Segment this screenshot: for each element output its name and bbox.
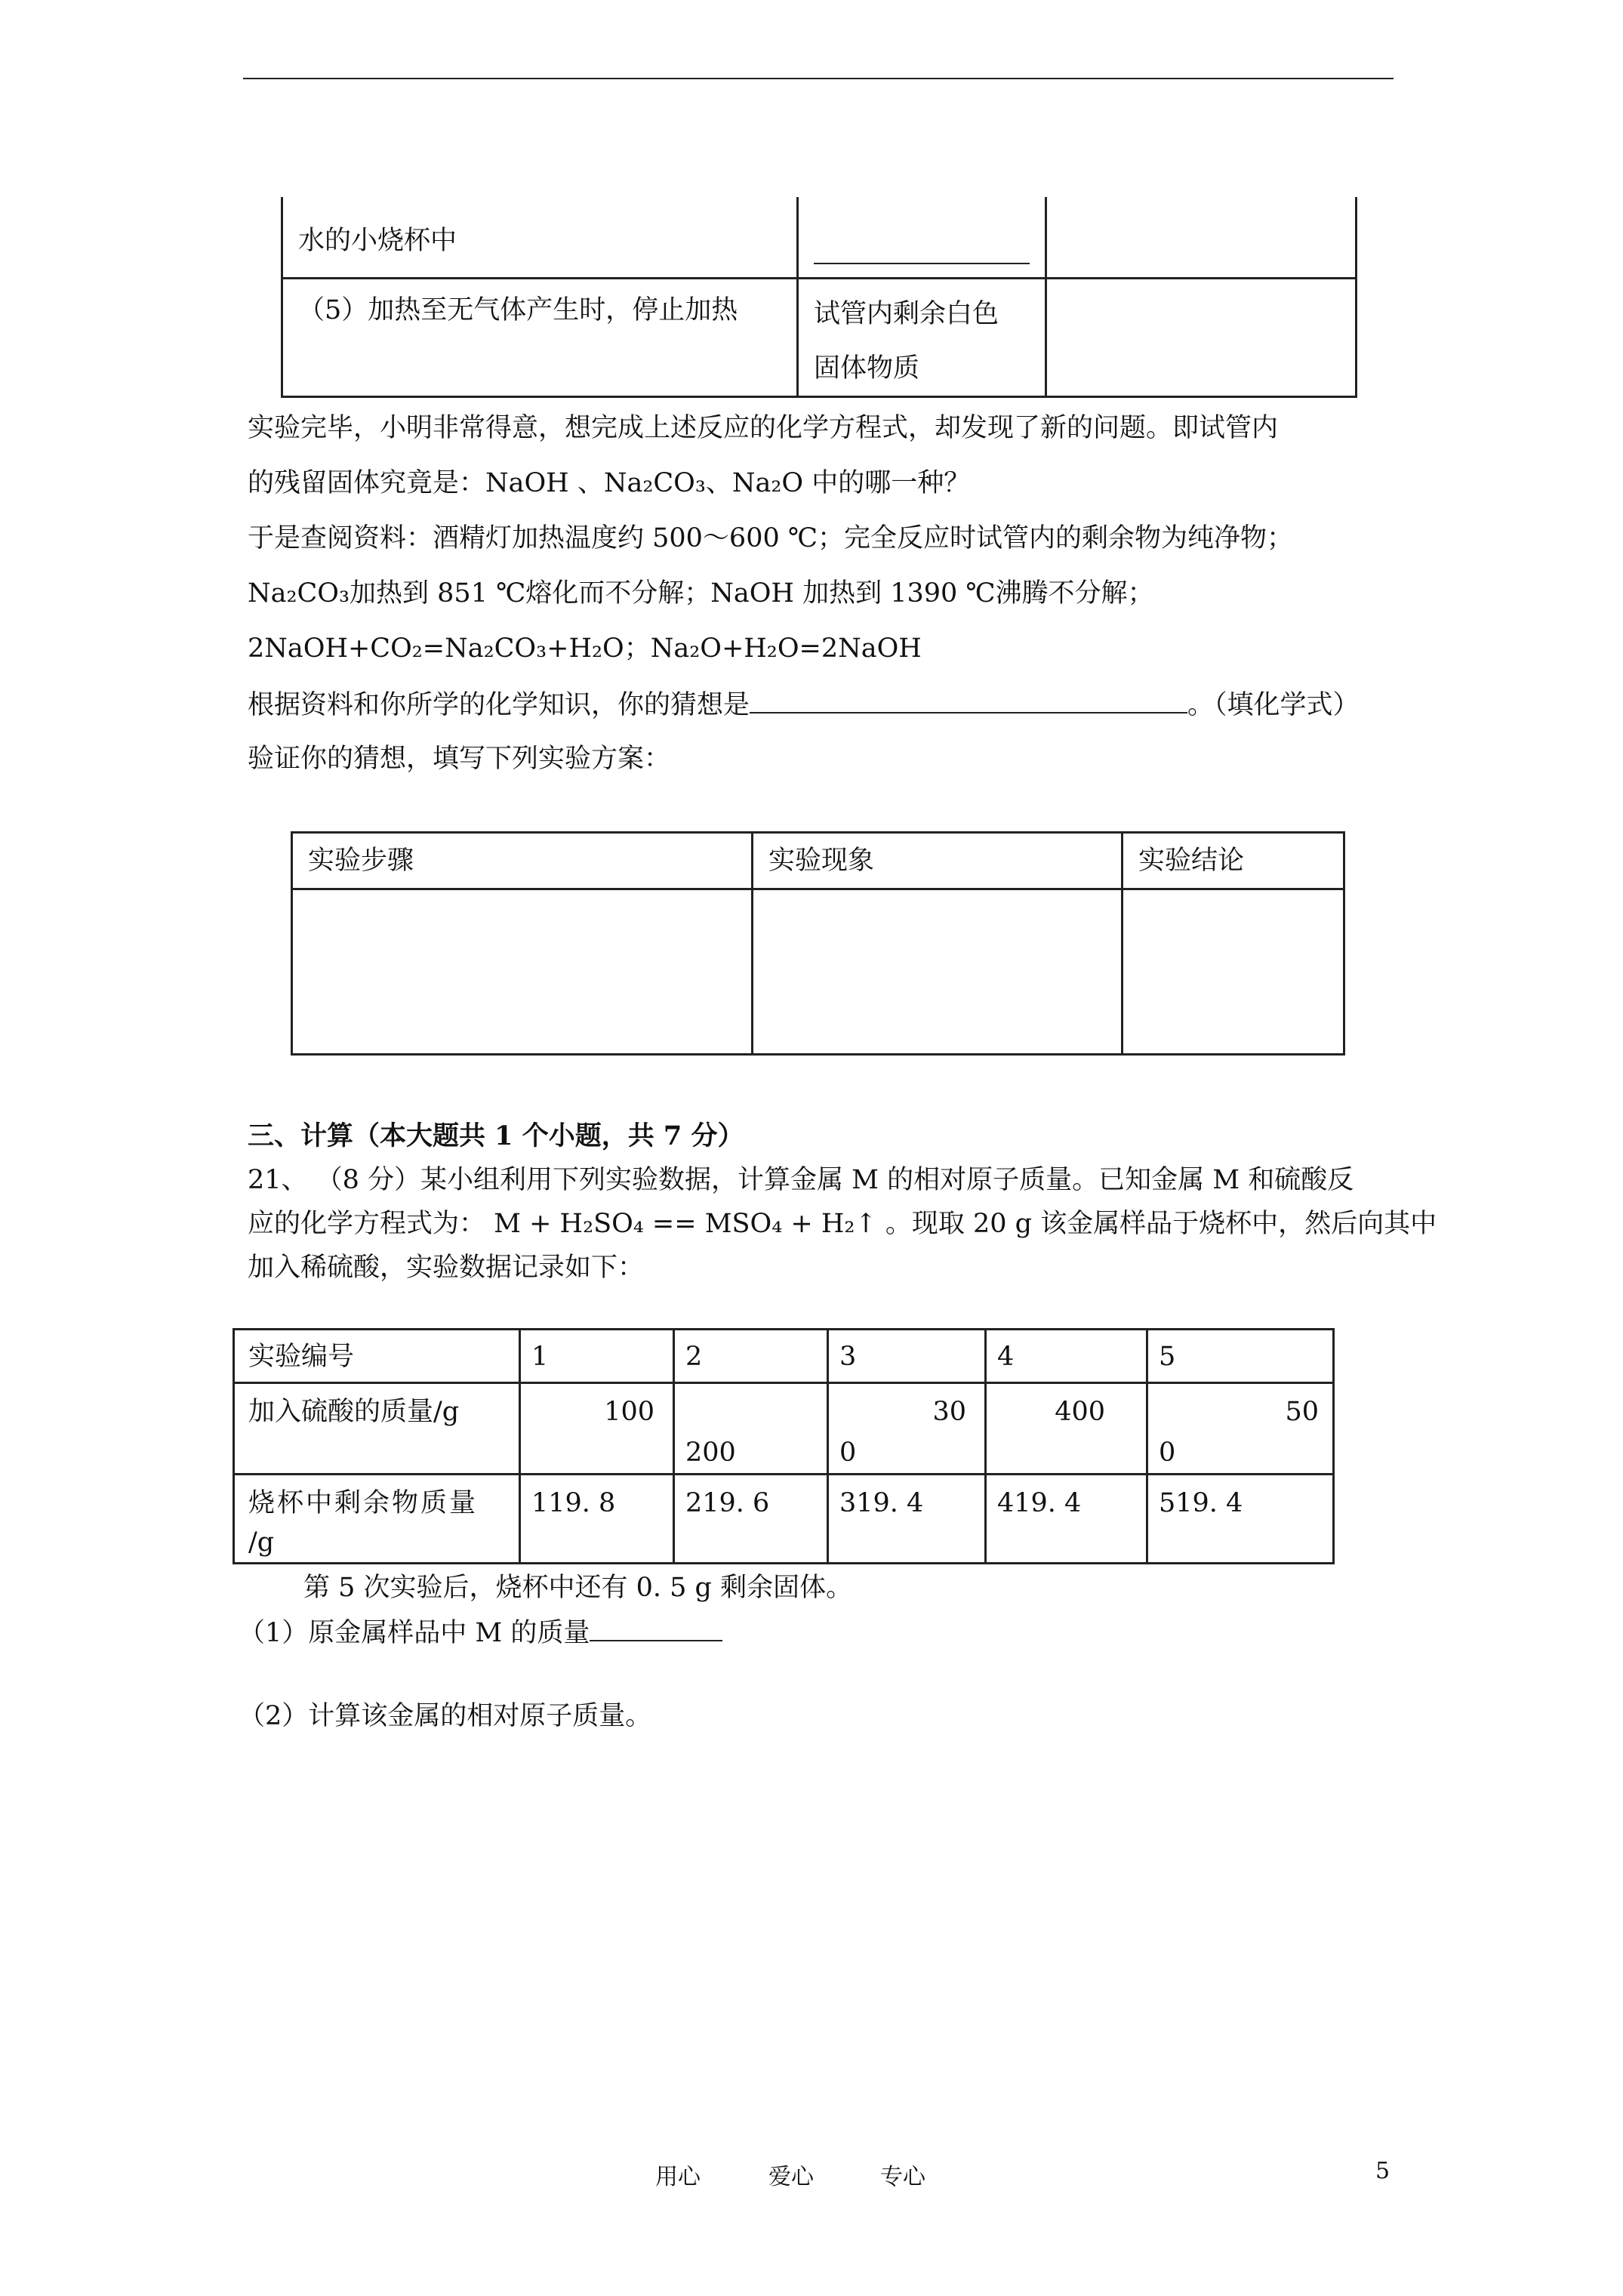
answer-cell[interactable]	[292, 889, 753, 1055]
cell-value: 119. 8	[531, 1488, 616, 1518]
cell-value-bottom: 0	[1159, 1438, 1176, 1468]
experiment-continuation-table	[281, 197, 1357, 398]
cell-value-bottom: 200	[685, 1438, 736, 1468]
answer-blank	[814, 263, 1030, 264]
table-cell	[1046, 278, 1357, 396]
paragraph-line: 实验完毕，小明非常得意，想完成上述反应的化学方程式，却发现了新的问题。即试管内	[248, 413, 1279, 443]
answer-cell[interactable]	[1123, 889, 1344, 1055]
cell-text: （5）加热至无气体产生时，停止加热	[298, 294, 738, 325]
cell-value: 519. 4	[1159, 1488, 1243, 1518]
table-row	[282, 278, 1357, 396]
header-text: 1	[531, 1342, 549, 1372]
experiment-data-table	[233, 1328, 1335, 1564]
table-header-cell	[520, 1330, 674, 1383]
paragraph-line: 2NaOH+CO₂=Na₂CO₃+H₂O；Na₂O+H₂O=2NaOH	[248, 633, 922, 664]
note-line: 第 5 次实验后，烧杯中还有 0. 5 g 剩余固体。	[303, 1573, 853, 1603]
header-text: 5	[1159, 1342, 1176, 1372]
table-cell	[520, 1383, 674, 1475]
cell-value-top: 100	[604, 1397, 654, 1427]
question-line: （2）计算该金属的相对原子质量。	[239, 1701, 652, 1731]
cell-value: 319. 4	[839, 1488, 924, 1518]
inline-text: （1）原金属样品中 M 的质量	[239, 1618, 590, 1648]
paragraph-line: 的残留固体究竟是：NaOH 、Na₂CO₃、Na₂O 中的哪一种？	[248, 468, 971, 498]
table-header-cell	[1123, 833, 1344, 889]
table-header-cell	[292, 833, 753, 889]
footer-motto: 专心	[880, 2164, 925, 2190]
row-label-cell	[234, 1383, 520, 1475]
table-row	[292, 833, 1344, 889]
table-header-cell	[234, 1330, 520, 1383]
mass-answer-blank[interactable]	[590, 1614, 722, 1641]
table-row	[234, 1330, 1334, 1383]
table-row	[292, 889, 1344, 1055]
paragraph-line: Na₂CO₃加热到 851 ℃熔化而不分解；NaOH 加热到 1390 ℃沸腾不分解；	[248, 578, 1154, 609]
table-row	[282, 197, 1357, 278]
paragraph-line: 验证你的猜想，填写下列实验方案：	[248, 744, 671, 774]
header-text: 2	[685, 1342, 703, 1372]
page-number: 5	[1375, 2158, 1390, 2184]
table-header-cell	[828, 1330, 986, 1383]
cell-line: 试管内剩余白色	[814, 298, 999, 329]
row-label: 烧杯中剩余物质量	[248, 1488, 479, 1518]
cell-text: 水的小烧杯中	[298, 226, 457, 256]
table-cell	[798, 197, 1046, 278]
question-line	[239, 1614, 722, 1650]
table-cell	[986, 1383, 1147, 1475]
question-line: 应的化学方程式为： M + H₂SO₄ == MSO₄ + H₂↑ 。现取 20 g 该金属样品于烧杯中，然后向其中	[248, 1209, 1437, 1239]
header-text: 4	[997, 1342, 1015, 1372]
paragraph-line	[248, 686, 1360, 723]
footer-motto: 爱心	[768, 2164, 814, 2190]
table-cell	[520, 1475, 674, 1564]
table-header-cell	[1147, 1330, 1334, 1383]
table-row	[234, 1475, 1334, 1564]
answer-cell[interactable]	[753, 889, 1123, 1055]
cell-text	[799, 279, 1045, 396]
row-label: 加入硫酸的质量/g	[248, 1397, 460, 1427]
experiment-plan-table	[291, 831, 1345, 1056]
cell-value: 419. 4	[997, 1488, 1082, 1518]
header-text: 实验步骤	[308, 846, 414, 876]
table-header-cell	[674, 1330, 828, 1383]
cell-value-top: 50	[1285, 1397, 1319, 1427]
header-text: 实验编号	[248, 1342, 355, 1372]
table-row	[234, 1383, 1334, 1475]
cell-value-top	[675, 1384, 827, 1432]
table-cell	[282, 278, 798, 396]
guess-answer-blank[interactable]	[750, 686, 1187, 713]
question-line: 加入稀硫酸，实验数据记录如下：	[248, 1253, 645, 1283]
table-cell	[1046, 197, 1357, 278]
cell-line: 固体物质	[814, 353, 920, 384]
inline-text: 。（填化学式）	[1187, 690, 1360, 720]
table-cell	[828, 1475, 986, 1564]
cell-value-bottom: 0	[839, 1438, 857, 1468]
table-cell	[282, 197, 798, 278]
question-line: 21、 （8 分）某小组利用下列实验数据，计算金属 M 的相对原子质量。已知金属 M 和硫酸反	[248, 1165, 1354, 1195]
table-cell	[1147, 1383, 1334, 1475]
cell-value-top: 30	[932, 1397, 966, 1427]
table-header-cell	[753, 833, 1123, 889]
section-title: 三、计算（本大题共 1 个小题，共 7 分）	[248, 1120, 744, 1151]
inline-text: 根据资料和你所学的化学知识，你的猜想是	[248, 690, 750, 720]
table-cell	[1147, 1475, 1334, 1564]
header-text: 3	[839, 1342, 857, 1372]
table-cell	[828, 1383, 986, 1475]
header-rule	[243, 78, 1394, 79]
paragraph-line: 于是查阅资料：酒精灯加热温度约 500～600 ℃；完全反应时试管内的剩余物为纯净物；	[248, 523, 1294, 553]
row-label-cell	[234, 1475, 520, 1564]
table-header-cell	[986, 1330, 1147, 1383]
table-cell	[798, 278, 1046, 396]
cell-value: 219. 6	[685, 1488, 770, 1518]
table-cell	[674, 1383, 828, 1475]
footer-motto: 用心	[655, 2164, 701, 2190]
row-label: /g	[248, 1527, 275, 1558]
header-text: 实验结论	[1138, 846, 1245, 876]
table-cell	[986, 1475, 1147, 1564]
table-cell	[674, 1475, 828, 1564]
header-text: 实验现象	[768, 846, 875, 876]
cell-value-top: 400	[1055, 1397, 1105, 1427]
